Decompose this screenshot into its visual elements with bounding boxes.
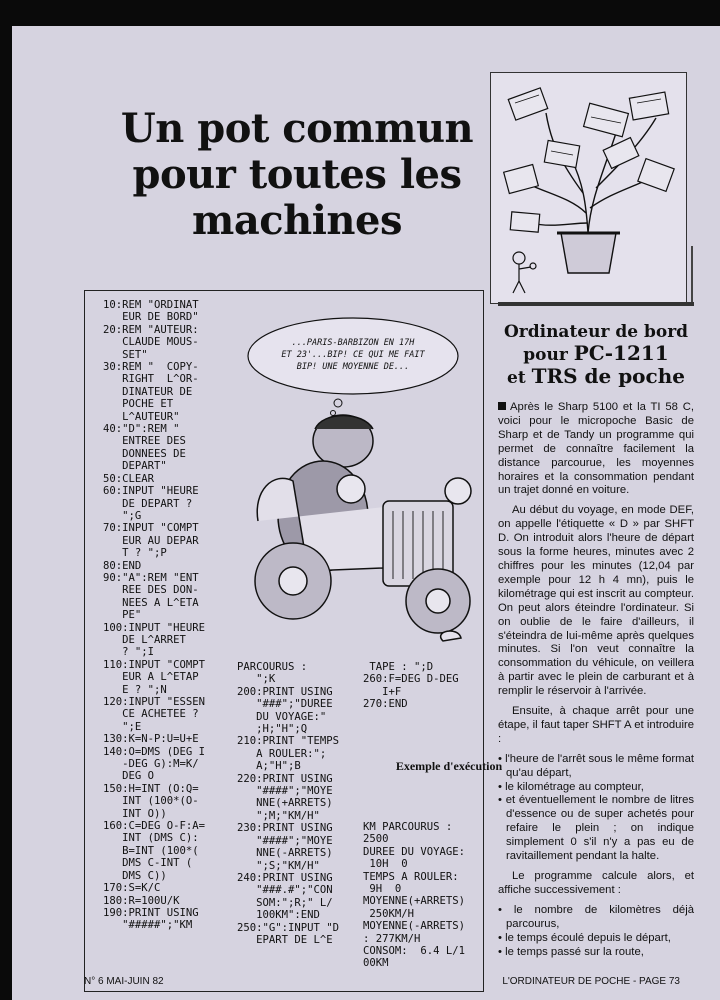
program-listing-col3: TAPE : ";D 260:F=DEG D-DEG I+F 270:END [363,661,459,711]
page-title: Un pot commun pour toutes les machines [120,105,474,244]
svg-text:BIP! UNE MOYENNE DE...: BIP! UNE MOYENNE DE... [296,362,410,372]
program-listing-col1: 10:REM "ORDINAT EUR DE BORD" 20:REM "AUTEUR: CLAUDE MOUS- SET" 30:REM " COPY- RIGHT L^OR- DINATEUR DE POCHE ET L^AUTEUR" 40:"D":REM " ENTREE DES DONNEES DE DEPART" 50:CLEAR 60:INPUT "HEURE DE DEPART ? ";G 70:INPUT "COMPT EUR AU DEPAR T ? ";P 80:END 90:"A":REM "ENT REE DES DON- NEES A L^ETA PE" 100:INPUT "HEURE DE L^ARRET ? ";I 110:INPUT "COMPT EUR A L^ETAP E ? ";N 120:INPUT "ESSEN CE ACHETEE ? ";E 130:K=N-P:U=U+E 140:O=DMS (DEG I -DEG G):M=K/ DEG O 150:H=INT (O:Q= INT (100*(O- INT O)) 160:C=DEG O-F:A= INT (DMS C): B=INT (100*( DMS C-INT ( DMS C)) 170:S=K/C 180:R=100U/K 190:PRINT USING "#####";"KM [103,299,206,932]
article-body [498,401,694,959]
car-driver-illustration [233,311,483,651]
heading-line-3 [498,366,694,389]
paragraph-3: Ensuite, à chaque arrêt pour une étape, il faut taper SHFT A et introduire : [498,705,694,745]
svg-text:ET 23'...BIP! CE QUI ME FAIT: ET 23'...BIP! CE QUI ME FAIT [281,350,425,360]
heading-line-1: Ordinateur de bord [503,322,689,342]
list-item: • le temps passé sur la route, [498,945,644,958]
list-item: • le kilométrage au compteur, [498,780,644,793]
heading-model: PC-1211 [573,341,669,365]
footer-issue: N° 6 MAI-JUIN 82 [84,976,164,987]
list-item: • le nombre de kilomètres déjà parcourus, [498,903,694,930]
magazine-page [12,26,720,1000]
list-item: • et éventuellement le nombre de litres d'essence ou de super achetés pour refaire le plein ; on indique simplement 0 s'il n'y a pas eu de ravitaillement pendant la halte. [498,794,694,863]
heading-trs: TRS de poche [531,364,685,388]
paragraph-4: Le programme calcule alors, et affiche successivement : [498,870,694,896]
column-rule [498,302,694,306]
list-item: • le temps écoulé depuis le départ, [498,931,671,944]
heading-line-2 [498,343,694,366]
svg-text:...PARIS-BARBIZON EN 17H: ...PARIS-BARBIZON EN 17H [291,338,415,348]
exemple-label: Exemple d'exécution [395,759,503,773]
speech-bubble [248,318,458,416]
square-bullet-icon [498,402,506,410]
heading-pour: pour [523,345,568,365]
decor-line [691,246,693,306]
program-listing-box [84,290,503,992]
list-item: • l'heure de l'arrêt sous le même format qu'au départ, [498,752,695,779]
calculator-plant-illustration [490,72,687,304]
paragraph-1-text: Après le Sharp 5100 et la TI 58 C, voici pour le micropoche Basic de Sharp et de Tandy un programme qui permet de connaître facilement la distance parcourue, les moyennes horaires et la consommation pendant un trajet donné en voiture. [498,401,694,497]
heading-et: et [507,368,526,388]
execution-output: KM PARCOURUS : 2500 DUREE DU VOYAGE: 10H 0 TEMPS A ROULER: 9H 0 MOYENNE(+ARRETS) 250KM/H MOYENNE(-ARRETS) : 277KM/H CONSOM: 6.4 L/1 00KM [363,821,466,970]
paragraph-2: Au début du voyage, en mode DEF, on appelle l'étiquette « D » par SHFT D. On introduit alors l'heure de départ sous la forme heures, minutes avec 2 chiffres pour les minutes (12,04 par exemple pour 12 h 4 mn), puis le kilométrage qui est inscrit au compteur. On peut alors éteindre l'ordinateur. Si on oublie de le faire d'ailleurs, il s'éteindra de lui-même après quelques minutes. Si l'on veut connaître la consommation du véhicule, on veillera à partir avec le plein de carburant et à remplir le réservoir à l'arrivée. [498,504,694,698]
article-column [498,322,694,965]
input-list [498,753,694,864]
article-heading [498,322,694,389]
output-list [498,904,694,960]
plant-drawing [491,73,686,303]
paragraph-1 [498,401,694,498]
program-listing-col2: PARCOURUS : ";K 200:PRINT USING "###";"DUREE DU VOYAGE:" ;H;"H";Q 210:PRINT "TEMPS A ROULER:"; A;"H";B 220:PRINT USING "####";"MOYE NNE(+ARRETS) ";M;"KM/H" 230:PRINT USING "####";"MOYE NNE(-ARRETS) ";S;"KM/H" 240:PRINT USING "###.#";"CON SOM:";R;" L/ 100KM":END 250:"G":INPUT "D EPART DE L^E [237,661,340,946]
footer-page: L'ORDINATEUR DE POCHE - PAGE 73 [502,976,680,987]
